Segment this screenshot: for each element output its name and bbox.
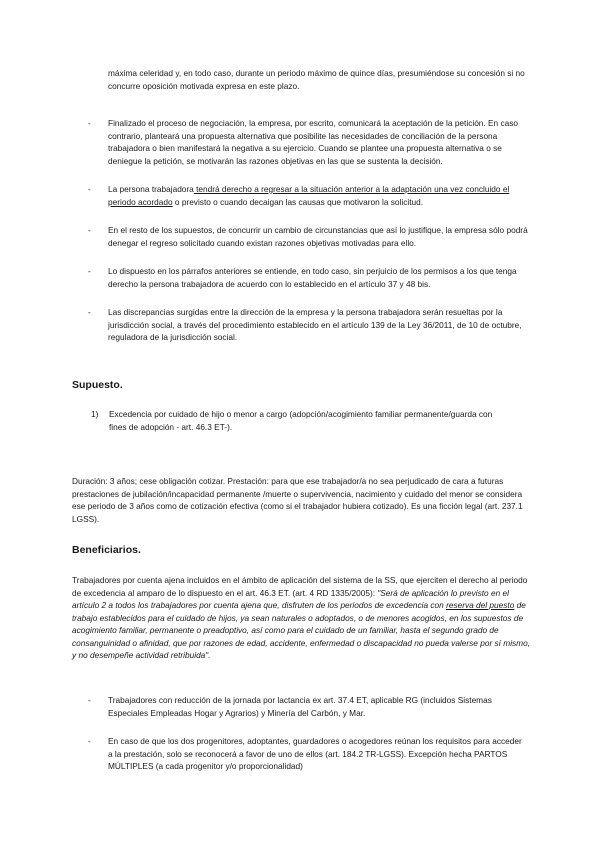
numbered-item-text: Excedencia por cuidado de hijo o menor a cargo (adopción/acogimiento familiar permanente/guarda con fines de adopción - art. 46.3 ET-). (109, 409, 493, 432)
list-item (88, 306, 528, 344)
numbered-item (91, 408, 511, 433)
list-item (88, 694, 528, 719)
list-item (88, 224, 528, 249)
list-item-text: En caso de que los dos progenitores, adoptantes, guardadores o acogedores reúnan los requisitos para acceder a la prestación, solo se reconocerá a favor de uno de ellos (art. 184.2 TR-LGSS). Excepción hecha PARTOS MÚLTIPLES (a cada progenitor y/o proporcionalidad) (108, 736, 522, 771)
list-item (88, 183, 528, 208)
bullet-marker: - (88, 225, 91, 235)
beneficiarios-paragraph (72, 574, 532, 662)
duracion-paragraph: Duración: 3 años; cese obligación cotizar. Prestación: para que ese trabajador/a no sea perjudicado de cara a futuras prestaciones de jubilación/incapacidad permanente /muerte o supervivencia, nacimiento y cuidado del menor se considera ese periodo de 3 años como de cotización efectiva (como si el trabajador hubiera cotizado). Es una ficción legal (art. 237.1 LGSS). (72, 476, 523, 524)
underlined-text: tendrá derecho a regresar a la situación anterior a la adaptación una vez concluido el periodo acordado (108, 184, 510, 207)
bullet-marker: - (88, 736, 91, 746)
list-item-text: Finalizado el proceso de negociación, la empresa, por escrito, comunicará la aceptación de la petición. En caso contrario, planteará una propuesta alternativa que posibilite las necesidades de conciliación de la persona trabajadora o bien manifestará la negativa a su ejercicio. Cuando se plantee una propuesta alternativa o se deniegue la petición, se motivarán las razones objetivas en las que se sustenta la decisión. (108, 118, 519, 166)
list-item-text: Trabajadores con reducción de la jornada por lactancia ex art. 37.4 ET, aplicable RG (incluidos Sistemas Especiales Empleadas Hogar y Agrarios) y Minería del Carbón, y Mar. (108, 695, 492, 718)
bullet-marker: - (88, 307, 91, 317)
bullet-marker: - (88, 695, 91, 705)
list-item-text-pre: La persona trabajadora (108, 184, 194, 194)
quote-post: de trabajo establecidos para el cuidado de hijos, ya sean naturales o adoptados, o de menores acogidos, en los supuestos de acogimiento familiar, permanente o preadoptivo, así como para el cuidado de un familiar, hasta el segundo grado de consanguinidad o afinidad, que por razones de edad, accidente, enfermedad o discapacidad no pueda valerse por sí mismo, y no desempeñe actividad retribuida". (72, 600, 531, 660)
item-number: 1) (91, 409, 99, 419)
continuation-paragraph: máxima celeridad y, en todo caso, durante un periodo máximo de quince días, presumiéndose su concesión si no concurre oposición motivada expresa en este plazo. (108, 68, 525, 91)
heading-beneficiarios: Beneficiarios. (72, 544, 141, 556)
bullet-list-top (88, 117, 528, 344)
quote-pre: "Será de aplicación lo previsto en el artículo 2 a todos los trabajadores por cuenta ajena que, disfruten de los periodos de excedencia con (72, 587, 509, 610)
heading-supuesto: Supuesto. (72, 379, 123, 391)
quote-underlined: reserva del puesto (446, 600, 515, 610)
bullet-marker: - (88, 266, 91, 276)
list-item-text: En el resto de los supuestos, de concurrir un cambio de circunstancias que así lo justifique, la empresa sólo podrá denegar el regreso solicitado cuando existan razones objetivas motivadas para ello. (108, 225, 528, 248)
list-item (88, 117, 528, 167)
bullet-marker: - (88, 184, 91, 194)
bullet-list-bottom (88, 694, 528, 773)
bullet-marker: - (88, 118, 91, 128)
list-item (88, 735, 528, 773)
list-item (88, 265, 528, 290)
list-item-text: Las discrepancias surgidas entre la dirección de la empresa y la persona trabajadora serán resueltas por la jurisdicción social, a través del procedimiento establecido en el artículo 139 de la Ley 36/2011, de 10 de octubre, reguladora de la jurisdicción social. (108, 307, 522, 342)
beneficiarios-intro: Trabajadores por cuenta ajena incluidos en el ámbito de aplicación del sistema de la SS, que ejerciten el derecho al periodo de excedencia al amparo de lo dispuesto en el art. 46.3 ET. (art. 4 RD 1335/2005): (72, 575, 528, 598)
list-item-text-post: o previsto o cuando decaigan las causas que motivaron la solicitud. (172, 196, 424, 207)
list-item-text: Lo dispuesto en los párrafos anteriores se entiende, en todo caso, sin perjuicio de los permisos a los que tenga derecho la persona trabajadora de acuerdo con lo establecido en el artículo 37 y 48 bis. (108, 266, 517, 289)
